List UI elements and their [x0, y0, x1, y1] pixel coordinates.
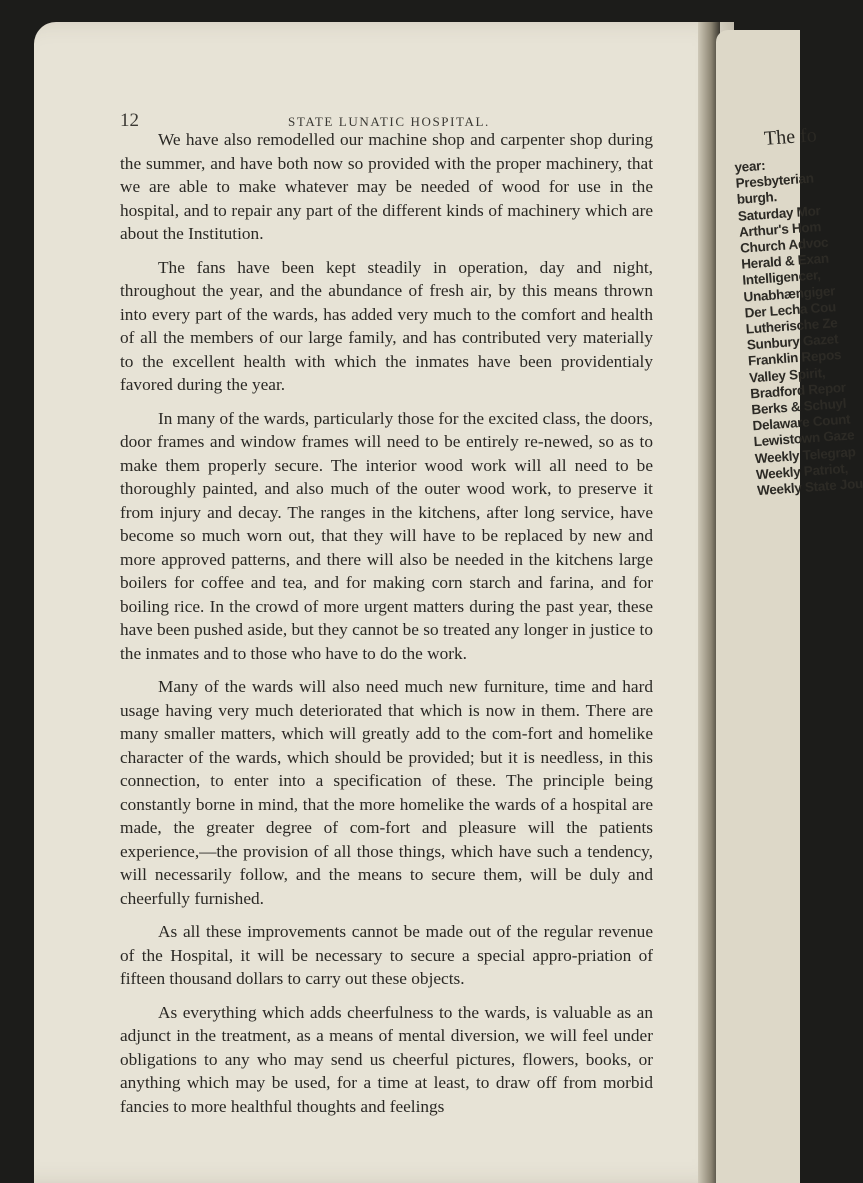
- facing-page-line: Sunbury Gazet: [746, 331, 839, 353]
- facing-page-line: burgh.: [736, 189, 778, 208]
- facing-page-line: Franklin Repos: [747, 347, 842, 369]
- paragraph: As all these improvements cannot be made out of the regular revenue of the Hospital, it will be necessary to secure a special appro-priation of fifteen thousand dollars to carry out these objects.: [120, 922, 653, 988]
- facing-page: [716, 30, 863, 1183]
- facing-page-line: Unabhængiger: [743, 282, 836, 305]
- facing-page-line: Delaware Count: [752, 411, 851, 434]
- facing-page-line: Saturday Mor: [737, 202, 821, 224]
- running-title: STATE LUNATIC HOSPITAL.: [288, 114, 490, 129]
- facing-page-line: Herald & Exan: [740, 250, 830, 272]
- facing-page-line: Intelligencer,: [741, 267, 822, 289]
- paragraph: We have also remodelled our machine shop and carpenter shop during the summer, and have both now so provided with the proper machinery, that we are able to make whatever may be needed of wood for use in the hospital, and to repair any part of the different kinds of machinery which are about the Institution.: [120, 130, 653, 243]
- facing-page-line: Church Advoc: [739, 234, 829, 256]
- facing-page-list: [734, 153, 863, 500]
- facing-page-line: Weekly Telegrap: [754, 443, 856, 466]
- facing-page-line: Presbyterian: [735, 170, 815, 192]
- paragraph: The fans have been kept steadily in operation, day and night, throughout the year, and the abundance of fresh air, by this means thrown into every part of the wards, has added very much to the comfort and health of all the members of our large family, and has contributed very materially to the excellent health with which the inmates have been providentialy favored during the year.: [120, 257, 653, 394]
- paragraph: In many of the wards, particularly those for the excited class, the doors, door frames and window frames will need to be entirely re-newed, so as to make them properly secure. The interior wood work will all need to be thoroughly painted, and also much of the outer wood work, to preserve it from injury and decay. The ranges in the kitchens, after long service, have become so much worn out, that they will have to be replaced by new and more approved patterns, and there will also be needed in the kitchens large boilers for coffee and tea, and for making corn starch and farina, and for boiling rice. In the crowd of more urgent matters during the past year, these have been pushed aside, but they cannot be so treated any longer in justice to the inmates and to those who have to do the work.: [120, 408, 653, 663]
- page-number: 12: [120, 110, 139, 131]
- facing-page-line: Arthur's Hom: [738, 218, 822, 240]
- paragraph: As everything which adds cheerfulness to the wards, is valuable as an adjunct in the treatment, as a means of mental diversion, we will feel under obligations to any who may send us cheerful pictures, flowers, books, or anything which may be used, for a time at least, to draw off from morbid fancies to more healthful thoughts and feelings: [120, 1002, 653, 1116]
- paragraph: Many of the wards will also need much new furniture, time and hard usage having very much deteriorated that which is now in them. There are many smaller matters, which will greatly add to the com-fort and homelike character of the wards, which should be provided; but it is needless, in this connection, to enter into a specification of these. The principle being constantly borne in mind, that the more homelike the wards of a hospital are made, the greater degree of com-fort and pleasure will the patients experience,—the provision of all those things, which have such a tendency, will necessarily follow, and the means to secure them, will be duly and cheerfully furnished.: [120, 677, 653, 908]
- facing-page-line: Berks & Schuyl: [750, 395, 847, 418]
- facing-page-line: Weekly State Jou: [756, 475, 863, 499]
- facing-page-line: Der Lecha Cou: [744, 299, 837, 321]
- facing-page-line: Weekly Patriot,: [755, 460, 849, 483]
- facing-page-line: Valley Spirit,: [748, 364, 826, 386]
- facing-page-heading: The fo: [763, 124, 818, 150]
- facing-page-line: Bradford Repor: [749, 379, 847, 402]
- facing-page-line: year:: [734, 157, 766, 175]
- facing-page-line: Lewistown Gaze: [753, 427, 855, 450]
- facing-page-line: Lutherische Ze: [745, 315, 838, 337]
- body-text: [120, 128, 653, 1118]
